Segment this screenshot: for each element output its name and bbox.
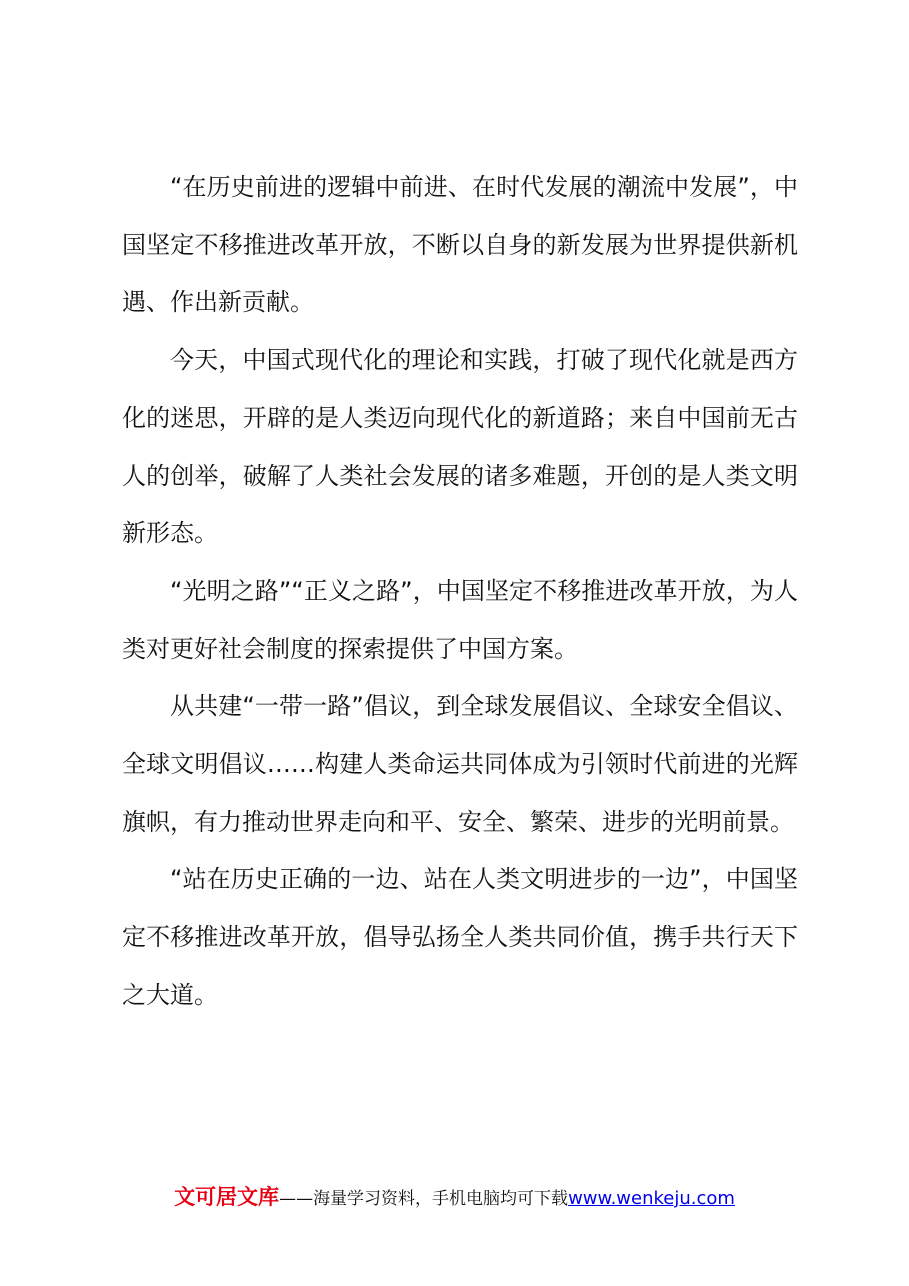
paragraph-4: 从共建“一带一路”倡议，到全球发展倡议、全球安全倡议、全球文明倡议……构建人类命运共同体成为引领时代前进的光辉旗帜，有力推动世界走向和平、安全、繁荣、进步的光明前景。	[122, 692, 798, 836]
footer-website-link[interactable]: www.wenkeju.com	[568, 1188, 735, 1209]
footer-slogan: ——海量学习资料，手机电脑均可下载	[279, 1189, 569, 1209]
paragraph-1: “在历史前进的逻辑中前进、在时代发展的潮流中发展”，中国坚定不移推进改革开放，不断以自身的新发展为世界提供新机遇、作出新贡献。	[122, 173, 798, 317]
paragraph-2: 今天，中国式现代化的理论和实践，打破了现代化就是西方化的迷思，开辟的是人类迈向现代化的新道路；来自中国前无古人的创举，破解了人类社会发展的诸多难题，开创的是人类文明新形态。	[122, 346, 798, 548]
footer-banner	[0, 1181, 909, 1211]
footer-brand: 文可居文库	[174, 1185, 280, 1209]
paragraph-5: “站在历史正确的一边、站在人类文明进步的一边”，中国坚定不移推进改革开放，倡导弘扬全人类共同价值，携手共行天下之大道。	[122, 865, 798, 1009]
paragraph-3: “光明之路”“正义之路”，中国坚定不移推进改革开放，为人类对更好社会制度的探索提供了中国方案。	[122, 576, 798, 663]
document-body	[122, 159, 798, 1025]
